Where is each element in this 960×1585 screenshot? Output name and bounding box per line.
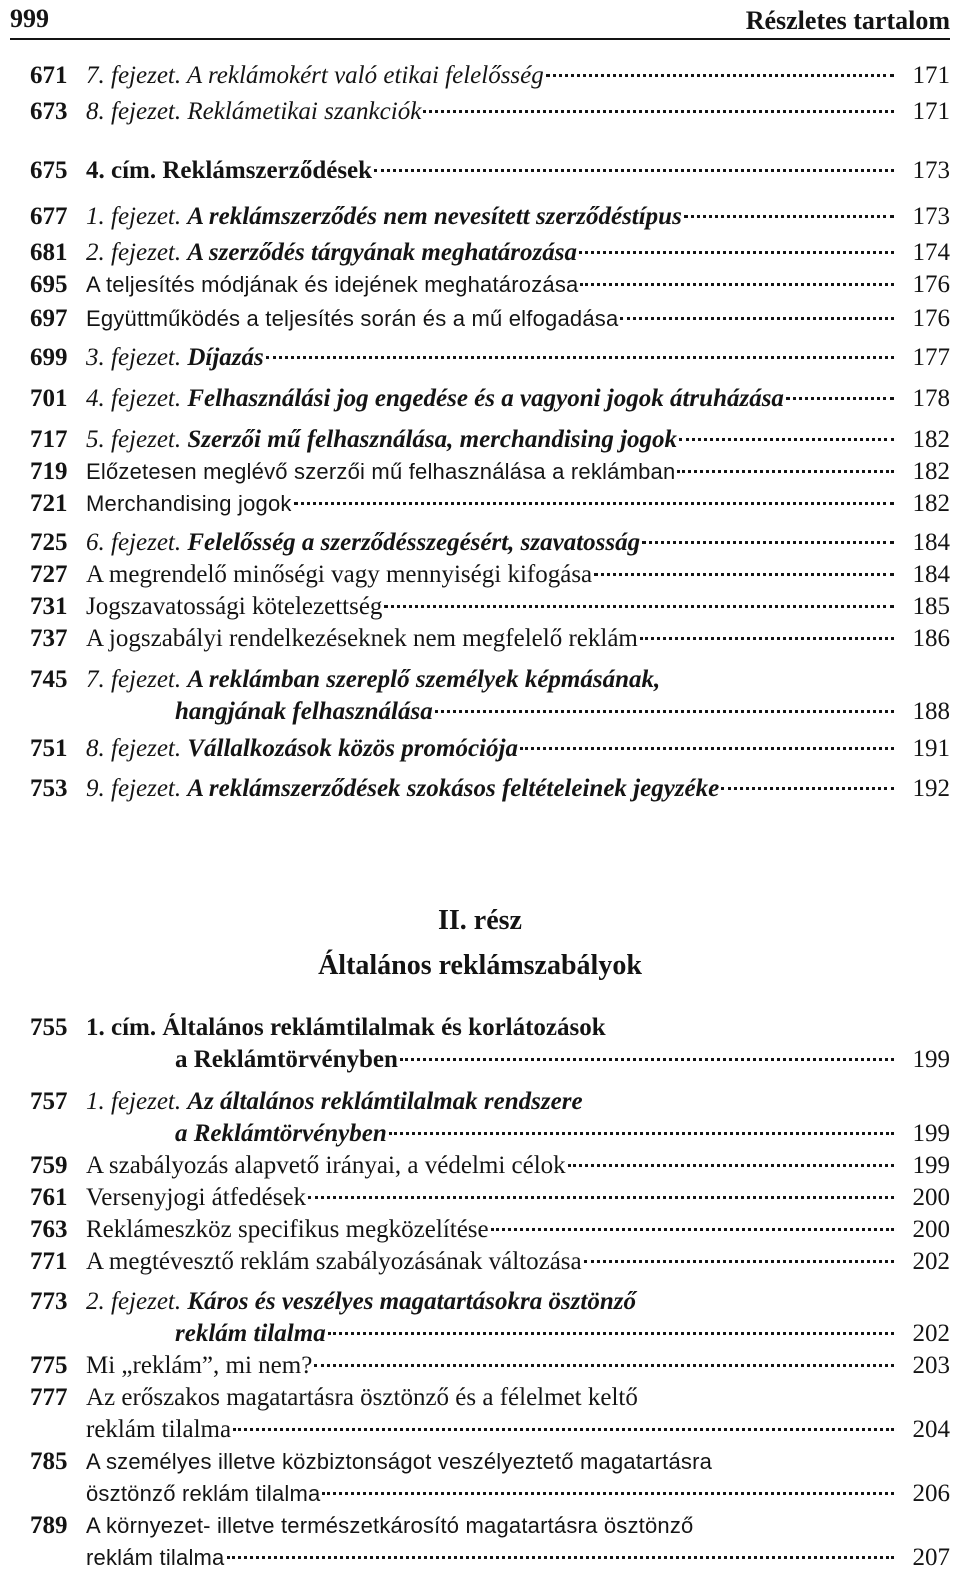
toc-entry: [30, 623, 950, 655]
toc-page-number: 199: [912, 1120, 950, 1147]
toc-line: [86, 1086, 950, 1118]
toc-line: [86, 664, 950, 696]
toc-page-number: 184: [912, 561, 950, 588]
toc-page-number: 174: [912, 239, 950, 266]
toc-chapter-label: 8. fejezet.: [86, 735, 188, 762]
toc-paragraph-number: 785: [30, 1448, 68, 1475]
toc-chapter-label: 3. fejezet.: [86, 344, 188, 371]
toc-paragraph-number: 755: [30, 1014, 68, 1041]
toc-title: Előzetesen meglévő szerzői mű felhasználása a reklámban: [86, 459, 676, 484]
toc-title: Jogszavatossági kötelezettség: [86, 593, 383, 620]
toc-title: 1. fejezet. Az általános reklámtilalmak rendszere: [86, 1088, 583, 1115]
dot-leader: [294, 502, 894, 505]
toc-paragraph-number: 753: [30, 775, 68, 802]
toc-chapter-label: 1. cím.: [86, 1014, 163, 1041]
toc-chapter-label: 4. cím.: [86, 157, 163, 184]
toc-title: A teljesítés módjának és idejének meghatározása: [86, 272, 579, 297]
toc-page-number: 186: [912, 625, 950, 652]
toc-chapter-label: 6. fejezet.: [86, 529, 188, 556]
dot-leader: [721, 787, 894, 790]
toc-title: Merchandising jogok: [86, 491, 292, 516]
toc-title: 2. fejezet. A szerződés tárgyának meghatározása: [86, 239, 577, 266]
toc-line: [86, 623, 950, 655]
toc-line: [86, 342, 950, 374]
toc-title: hangjának felhasználása: [175, 698, 433, 725]
toc-entry: [30, 424, 950, 456]
toc-line: [86, 1150, 950, 1182]
toc-line: [86, 1214, 950, 1246]
toc-paragraph-number: 763: [30, 1216, 68, 1243]
dot-leader: [546, 74, 894, 77]
toc-line: [86, 488, 950, 520]
toc-title: 8. fejezet. Reklámetikai szankciók: [86, 98, 422, 125]
toc-page-number: 185: [912, 593, 950, 620]
dot-leader: [308, 1196, 894, 1199]
dot-leader: [594, 573, 894, 576]
toc-title: 1. fejezet. A reklámszerződés nem nevesített szerződéstípus: [86, 203, 682, 230]
toc-title: 4. fejezet. Felhasználási jog engedése és a vagyoni jogok átruházása: [86, 385, 784, 412]
toc-page-number: 199: [912, 1152, 950, 1179]
toc-chapter-label: 2. fejezet.: [86, 1288, 188, 1315]
dot-leader: [491, 1228, 894, 1231]
toc-page-number: 182: [912, 458, 950, 485]
toc-line: [86, 1012, 950, 1044]
toc-title: Mi „reklám”, mi nem?: [86, 1352, 313, 1379]
toc-page-number: 171: [912, 98, 950, 125]
toc-entry: [30, 155, 950, 187]
toc-page-number: 192: [912, 775, 950, 802]
dot-leader: [384, 605, 894, 608]
dot-leader: [328, 1332, 894, 1335]
toc-page-number: 173: [912, 203, 950, 230]
toc-title: 8. fejezet. Vállalkozások közös promóciója: [86, 735, 518, 762]
dot-leader: [580, 283, 894, 286]
toc-line: [86, 303, 950, 335]
toc-entry: [30, 664, 950, 728]
toc-title: 1. cím. Általános reklámtilalmak és korlátozások: [86, 1014, 606, 1041]
toc-line: [86, 424, 950, 456]
toc-paragraph-number: 681: [30, 239, 68, 266]
toc-paragraph-number: 757: [30, 1088, 68, 1115]
toc-entry: [30, 342, 950, 374]
toc-line: [86, 733, 950, 765]
part-title: Általános reklámszabályok: [318, 950, 642, 981]
toc-page-number: 182: [912, 490, 950, 517]
dot-leader: [233, 1428, 894, 1431]
toc-line: [86, 527, 950, 559]
toc-entry: [30, 1214, 950, 1246]
toc-entry: [30, 96, 950, 128]
running-title: Részletes tartalom: [745, 6, 950, 35]
toc-page-number: 207: [912, 1544, 950, 1571]
toc-title: Reklámeszköz specifikus megközelítése: [86, 1216, 489, 1243]
toc-paragraph-number: 727: [30, 561, 68, 588]
toc-title: a Reklámtörvényben: [175, 1120, 387, 1147]
dot-leader: [584, 1260, 894, 1263]
toc-entry: [30, 269, 950, 301]
toc-paragraph-number: 773: [30, 1288, 68, 1315]
page-header: [10, 2, 950, 40]
dot-leader: [620, 317, 894, 320]
toc-title: ösztönző reklám tilalma: [86, 1481, 321, 1506]
toc-chapter-label: 1. fejezet.: [86, 1088, 188, 1115]
toc-entry: [30, 559, 950, 591]
toc-page-number: 199: [912, 1046, 950, 1073]
toc-page-number: 203: [912, 1352, 950, 1379]
toc-paragraph-number: 721: [30, 490, 68, 517]
toc-title: 9. fejezet. A reklámszerződések szokásos feltételeinek jegyzéke: [86, 775, 720, 802]
toc-page-number: 182: [912, 426, 950, 453]
toc-page-number: 206: [912, 1480, 950, 1507]
toc-title: Együttműködés a teljesítés során és a mű elfogadása: [86, 306, 619, 331]
toc-title: A megrendelő minőségi vagy mennyiségi kifogása: [86, 561, 593, 588]
dot-leader: [389, 1132, 894, 1135]
toc-paragraph-number: 699: [30, 344, 68, 371]
toc-page-number: 184: [912, 529, 950, 556]
toc-title: 4. cím. Reklámszerződések: [86, 157, 373, 184]
toc-title: A környezet- illetve természetkárosító magatartásra ösztönző: [86, 1513, 694, 1538]
toc-entry: [30, 1286, 950, 1350]
toc-paragraph-number: 697: [30, 305, 68, 332]
dot-leader: [423, 110, 894, 113]
toc-entry: [30, 591, 950, 623]
toc-title: 3. fejezet. Díjazás: [86, 344, 264, 371]
toc-line: [86, 591, 950, 623]
toc-page-number: 202: [912, 1320, 950, 1347]
toc-title: Versenyjogi átfedések: [86, 1184, 307, 1211]
toc-line: [86, 559, 950, 591]
toc-paragraph-number: 745: [30, 666, 68, 693]
toc-line: [86, 1382, 950, 1414]
toc-page-number: 204: [912, 1416, 950, 1443]
toc-title: A megtévesztő reklám szabályozásának változása: [86, 1248, 582, 1275]
toc-paragraph-number: 725: [30, 529, 68, 556]
toc-paragraph-number: 759: [30, 1152, 68, 1179]
dot-leader: [374, 169, 894, 172]
dot-leader: [642, 541, 894, 544]
toc-entry: [30, 201, 950, 233]
dot-leader: [579, 251, 894, 254]
toc-paragraph-number: 675: [30, 157, 68, 184]
dot-leader: [435, 710, 894, 713]
dot-leader: [400, 1058, 894, 1061]
toc-line: [86, 60, 950, 92]
toc-line: [86, 1510, 950, 1542]
toc-chapter-label: 9. fejezet.: [86, 775, 188, 802]
toc-title: Az erőszakos magatartásra ösztönző és a félelmet keltő: [86, 1384, 638, 1411]
toc-entry: [30, 303, 950, 335]
toc-paragraph-number: 719: [30, 458, 68, 485]
toc-line: [175, 1044, 950, 1076]
dot-leader: [227, 1556, 895, 1559]
toc-line: [86, 155, 950, 187]
toc-entry: [30, 1350, 950, 1382]
toc-entry: [30, 1012, 950, 1076]
dot-leader: [266, 356, 894, 359]
toc-line: [86, 1414, 950, 1446]
toc-entry: [30, 456, 950, 488]
toc-title: A személyes illetve közbiztonságot veszélyeztető magatartásra: [86, 1449, 713, 1474]
part-number: II. rész: [438, 905, 522, 936]
toc-entry: [30, 1182, 950, 1214]
toc-chapter-label: 2. fejezet.: [86, 239, 188, 266]
toc-title: reklám tilalma: [86, 1416, 232, 1443]
toc-entry: [30, 488, 950, 520]
toc-paragraph-number: 775: [30, 1352, 68, 1379]
toc-entry: [30, 1086, 950, 1150]
dot-leader: [679, 438, 894, 441]
toc-paragraph-number: 777: [30, 1384, 68, 1411]
toc-line: [86, 773, 950, 805]
toc-paragraph-number: 761: [30, 1184, 68, 1211]
toc-title: 7. fejezet. A reklámokért való etikai felelősség: [86, 62, 544, 89]
toc-page-number: 171: [912, 62, 950, 89]
toc-entry: [30, 1246, 950, 1278]
toc-paragraph-number: 771: [30, 1248, 68, 1275]
page-number: 999: [10, 4, 49, 33]
toc-title: reklám tilalma: [175, 1320, 326, 1347]
toc-chapter-label: 4. fejezet.: [86, 385, 188, 412]
toc-page-number: 173: [912, 157, 950, 184]
toc-line: [86, 456, 950, 488]
toc-line: [86, 1542, 950, 1574]
dot-leader: [677, 470, 894, 473]
toc-entry: [30, 1382, 950, 1446]
toc-line: [86, 383, 950, 415]
toc-title: A szabályozás alapvető irányai, a védelmi célok: [86, 1152, 566, 1179]
toc-chapter-label: 7. fejezet.: [86, 62, 187, 89]
toc-paragraph-number: 701: [30, 385, 68, 412]
toc-paragraph-number: 677: [30, 203, 68, 230]
toc-line: [86, 96, 950, 128]
toc-entry: [30, 237, 950, 269]
toc-page-number: 200: [912, 1216, 950, 1243]
dot-leader: [314, 1364, 894, 1367]
toc-chapter-label: 8. fejezet.: [86, 98, 188, 125]
toc-line: [175, 1318, 950, 1350]
toc-page-number: 178: [912, 385, 950, 412]
toc-paragraph-number: 751: [30, 735, 68, 762]
dot-leader: [568, 1164, 894, 1167]
toc-line: [86, 1246, 950, 1278]
toc-page-number: 191: [912, 735, 950, 762]
toc-entry: [30, 383, 950, 415]
toc-entry: [30, 733, 950, 765]
toc-paragraph-number: 717: [30, 426, 68, 453]
toc-line: [86, 201, 950, 233]
toc-paragraph-number: 731: [30, 593, 68, 620]
toc-entry: [30, 527, 950, 559]
dot-leader: [520, 747, 894, 750]
toc-entry: [30, 1150, 950, 1182]
toc-chapter-label: 7. fejezet.: [86, 666, 188, 693]
toc-title: 7. fejezet. A reklámban szereplő személyek képmásának,: [86, 666, 661, 693]
toc-page-number: 177: [912, 344, 950, 371]
dot-leader: [684, 215, 894, 218]
toc-line: [86, 1350, 950, 1382]
toc-line: [175, 696, 950, 728]
toc-chapter-label: 1. fejezet.: [86, 203, 188, 230]
toc-paragraph-number: 789: [30, 1512, 68, 1539]
toc-page-number: 176: [912, 305, 950, 332]
toc-title: 5. fejezet. Szerzői mű felhasználása, merchandising jogok: [86, 426, 678, 453]
dot-leader: [640, 637, 894, 640]
toc-line: [86, 237, 950, 269]
toc-entry: [30, 1446, 950, 1510]
toc-line: [86, 1446, 950, 1478]
toc-page-number: 176: [912, 271, 950, 298]
toc-paragraph-number: 695: [30, 271, 68, 298]
dot-leader: [322, 1492, 894, 1495]
toc-chapter-label: 5. fejezet.: [86, 426, 188, 453]
dot-leader: [786, 397, 894, 400]
toc-title: a Reklámtörvényben: [175, 1046, 398, 1073]
toc-page-number: 202: [912, 1248, 950, 1275]
toc-paragraph-number: 671: [30, 62, 68, 89]
toc-title: 6. fejezet. Felelősség a szerződésszegésért, szavatosság: [86, 529, 641, 556]
toc-entry: [30, 1510, 950, 1574]
toc-title: reklám tilalma: [86, 1545, 225, 1570]
toc-line: [86, 1286, 950, 1318]
toc-paragraph-number: 673: [30, 98, 68, 125]
toc-page-number: 188: [912, 698, 950, 725]
toc-page-number: 200: [912, 1184, 950, 1211]
toc-title: 2. fejezet. Káros és veszélyes magatartásokra ösztönző: [86, 1288, 636, 1315]
toc-entry: [30, 773, 950, 805]
toc-line: [86, 1478, 950, 1510]
toc-entry: [30, 60, 950, 92]
toc-title: A jogszabályi rendelkezéseknek nem megfelelő reklám: [86, 625, 638, 652]
toc-line: [86, 1182, 950, 1214]
toc-line: [175, 1118, 950, 1150]
toc-paragraph-number: 737: [30, 625, 68, 652]
toc-line: [86, 269, 950, 301]
